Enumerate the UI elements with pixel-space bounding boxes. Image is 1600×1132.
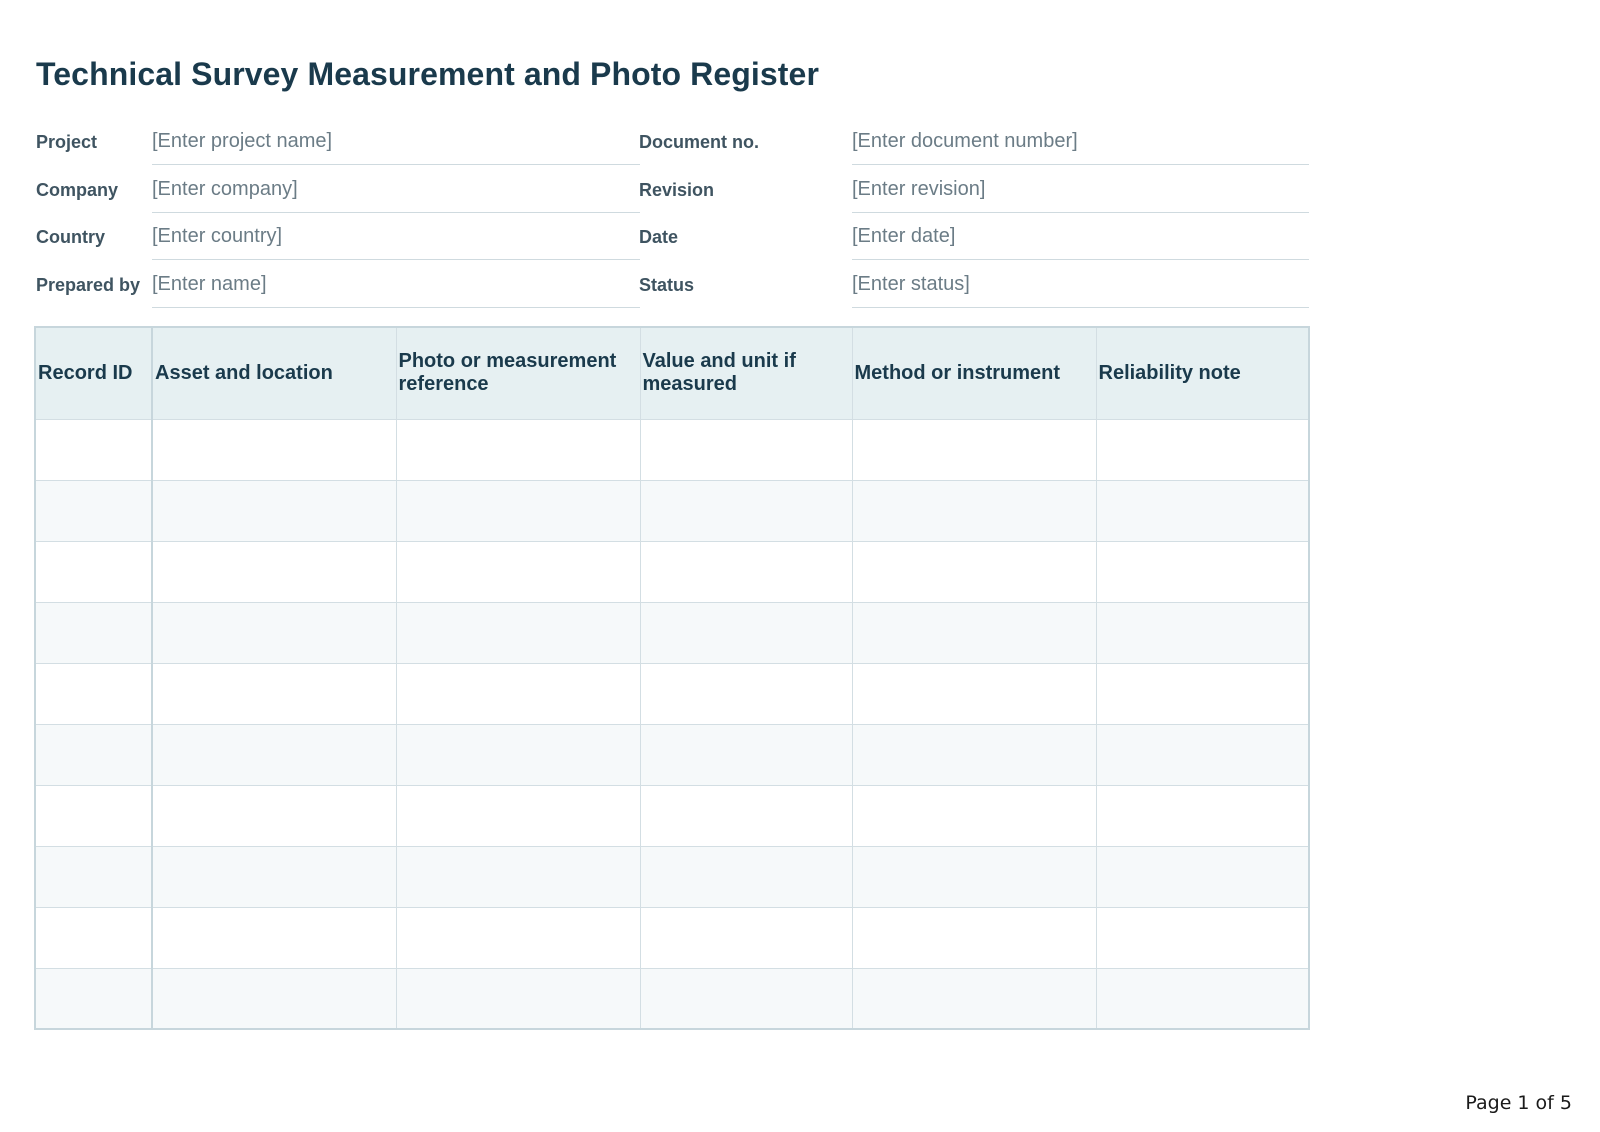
meta-row — [36, 118, 1309, 166]
column-header-record-id: Record ID — [35, 327, 152, 419]
table-cell[interactable] — [152, 541, 396, 602]
table-cell[interactable] — [35, 907, 152, 968]
table-cell[interactable] — [852, 724, 1096, 785]
table-row — [35, 968, 1309, 1029]
page-number: Page 1 of 5 — [1465, 1092, 1572, 1114]
column-header-asset-location: Asset and location — [152, 327, 396, 419]
table-cell[interactable] — [152, 724, 396, 785]
prepared-by-field[interactable]: [Enter name] — [152, 273, 640, 308]
table-cell[interactable] — [1096, 480, 1309, 541]
country-field[interactable]: [Enter country] — [152, 225, 640, 260]
table-cell[interactable] — [35, 968, 152, 1029]
meta-row — [36, 213, 1309, 261]
table-row — [35, 907, 1309, 968]
table-cell[interactable] — [852, 785, 1096, 846]
status-field[interactable]: [Enter status] — [852, 273, 1309, 308]
date-label: Date — [639, 227, 679, 247]
table-row — [35, 846, 1309, 907]
table-cell[interactable] — [396, 480, 640, 541]
table-cell[interactable] — [640, 968, 852, 1029]
table-cell[interactable] — [35, 663, 152, 724]
table-cell[interactable] — [396, 846, 640, 907]
table-row — [35, 785, 1309, 846]
revision-label: Revision — [639, 179, 715, 200]
table-cell[interactable] — [1096, 602, 1309, 663]
table-cell[interactable] — [1096, 785, 1309, 846]
table-cell[interactable] — [396, 602, 640, 663]
table-cell[interactable] — [152, 480, 396, 541]
table-cell[interactable] — [396, 663, 640, 724]
table-cell[interactable] — [1096, 846, 1309, 907]
table-cell[interactable] — [152, 907, 396, 968]
table-cell[interactable] — [152, 785, 396, 846]
revision-field[interactable]: [Enter revision] — [852, 178, 1309, 213]
table-cell[interactable] — [35, 480, 152, 541]
table-cell[interactable] — [35, 419, 152, 480]
column-header-value-unit: Value and unit if measured — [640, 327, 852, 419]
company-label: Company — [36, 179, 119, 200]
header-row — [35, 327, 1309, 419]
table-cell[interactable] — [1096, 907, 1309, 968]
table-cell[interactable] — [35, 724, 152, 785]
table-cell[interactable] — [396, 785, 640, 846]
column-header-method-instrument: Method or instrument — [852, 327, 1096, 419]
table-cell[interactable] — [640, 785, 852, 846]
table-cell[interactable] — [1096, 541, 1309, 602]
table-cell[interactable] — [640, 602, 852, 663]
table-row — [35, 663, 1309, 724]
table-cell[interactable] — [396, 724, 640, 785]
document-meta — [36, 118, 1309, 308]
table-cell[interactable] — [1096, 724, 1309, 785]
prepared-by-label: Prepared by — [36, 274, 141, 295]
table-cell[interactable] — [852, 602, 1096, 663]
project-label: Project — [36, 132, 98, 152]
table-cell[interactable] — [35, 785, 152, 846]
table-cell[interactable] — [1096, 663, 1309, 724]
table-cell[interactable] — [152, 968, 396, 1029]
table-cell[interactable] — [1096, 419, 1309, 480]
document-no-label: Document no. — [639, 132, 759, 152]
status-label: Status — [639, 274, 695, 295]
meta-row — [36, 166, 1309, 214]
table-cell[interactable] — [852, 663, 1096, 724]
company-field[interactable]: [Enter company] — [152, 178, 640, 213]
table-cell[interactable] — [152, 846, 396, 907]
table-cell[interactable] — [152, 419, 396, 480]
page-title: Technical Survey Measurement and Photo Register — [36, 56, 819, 92]
table-row — [35, 541, 1309, 602]
table-cell[interactable] — [852, 480, 1096, 541]
register-table — [34, 326, 1310, 1030]
table-cell[interactable] — [852, 541, 1096, 602]
table-cell[interactable] — [396, 419, 640, 480]
column-header-photo-reference: Photo or measurement reference — [396, 327, 640, 419]
table-cell[interactable] — [852, 968, 1096, 1029]
table-cell[interactable] — [1096, 968, 1309, 1029]
table-cell[interactable] — [396, 968, 640, 1029]
table-cell[interactable] — [640, 663, 852, 724]
table-cell[interactable] — [35, 602, 152, 663]
table-cell[interactable] — [35, 846, 152, 907]
project-field[interactable]: [Enter project name] — [152, 130, 640, 165]
table-cell[interactable] — [640, 541, 852, 602]
table-cell[interactable] — [396, 541, 640, 602]
country-label: Country — [36, 227, 105, 247]
table-cell[interactable] — [640, 724, 852, 785]
table-cell[interactable] — [152, 602, 396, 663]
column-header-reliability-note: Reliability note — [1096, 327, 1309, 419]
table-cell[interactable] — [396, 907, 640, 968]
table-row — [35, 724, 1309, 785]
document-no-field[interactable]: [Enter document number] — [852, 130, 1309, 165]
table-cell[interactable] — [35, 541, 152, 602]
table-cell[interactable] — [640, 480, 852, 541]
table-cell[interactable] — [640, 907, 852, 968]
meta-row — [36, 261, 1309, 309]
table-cell[interactable] — [152, 663, 396, 724]
table-cell[interactable] — [852, 907, 1096, 968]
register-table-body — [35, 419, 1309, 1029]
table-cell[interactable] — [852, 419, 1096, 480]
table-row — [35, 419, 1309, 480]
table-cell[interactable] — [852, 846, 1096, 907]
date-field[interactable]: [Enter date] — [852, 225, 1309, 260]
table-row — [35, 480, 1309, 541]
register-table-header — [35, 327, 1309, 419]
table-row — [35, 602, 1309, 663]
table-cell[interactable] — [640, 846, 852, 907]
table-cell[interactable] — [640, 419, 852, 480]
